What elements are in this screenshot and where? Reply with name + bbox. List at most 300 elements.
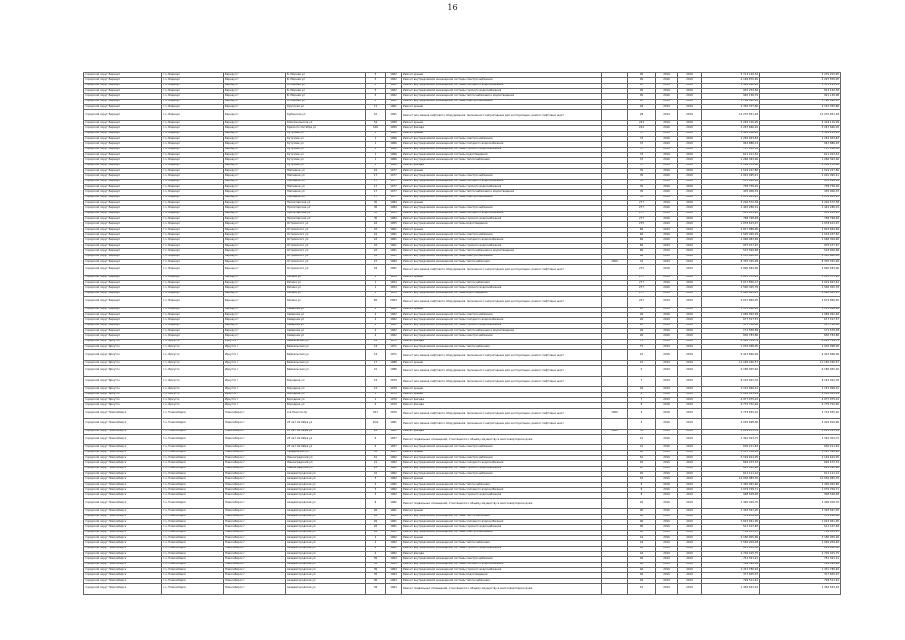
cell-year-built: 1971 [386,339,402,344]
cell-work-type: Ремонт внутридомовой инженерной системы электроснабжения [402,195,602,200]
cell-plan-start: 2019 [656,366,678,377]
cell-year-built: 1977 [386,169,402,174]
cell-area [602,584,628,595]
cell-year-built: 1962 [386,461,402,466]
cell-municipality: городской округ Барнаул [84,275,162,280]
table-row [84,434,841,445]
cell-cost: 975 477,97 [702,243,760,248]
cell-street: Б. Мирная ул [286,89,366,94]
cell-year-built: 1962 [386,94,402,99]
cell-municipality: городской округ Барнаул [84,318,162,323]
cell-apartments: 35 [628,185,656,190]
cell-work-type: Ремонт внутридомовой инженерной системы электроснабжения [402,334,602,339]
cell-street: Ленинградский ул [286,456,366,461]
cell-apartments: 95 [628,83,656,88]
cell-work-type: Ремонт крыши [402,387,602,392]
cell-plan-end: 2019 [678,339,702,344]
cell-locality: Новосибирск г [224,536,286,541]
cell-plan-start: 2019 [656,83,678,88]
cell-municipality: городской округ Барнаул [84,297,162,308]
cell-year-built: 1988 [386,360,402,365]
cell-locality: Барнаул г [224,163,286,168]
cell-municipality: городской округ Барнаул [84,110,162,121]
cell-plan-end: 2019 [678,419,702,430]
cell-work-type: Ремонт внутридомовой инженерной системы холодного водоснабжения [402,562,602,567]
repair-program-table [83,72,841,595]
cell-street: Кутузова ул [286,147,366,152]
cell-plan-start: 2019 [656,259,678,264]
cell-year-built: 1962 [386,552,402,557]
cell-municipality: городской округ Иркутск [84,376,162,387]
cell-house-number: 1 [366,152,386,157]
cell-municipality: городской округ Барнаул [84,265,162,276]
cell-plan-start: 2019 [656,318,678,323]
cell-settlement: г.о. Новосибирск [162,461,224,466]
cell-house-number: 26 [366,520,386,525]
cell-street: Папанина ул [286,190,366,195]
cell-cost-total: 171 578,38 [760,328,841,333]
cell-year-built: 1961 [386,227,402,232]
cell-street: Островского ул [286,249,366,254]
cell-house-number: 1 [366,392,386,397]
cell-cost: 435 006,33 [702,190,760,195]
cell-house-number: 5 [366,89,386,94]
cell-work-type: Ремонт внутридомовой инженерной системы горячего водоснабжения [402,243,602,248]
cell-settlement: г.о. Барнаул [162,312,224,317]
cell-plan-end: 2019 [678,472,702,477]
cell-municipality: городской округ Новосибирск [84,530,162,535]
cell-work-type: Ремонт внутридомовой инженерной системы горячего водоснабжения [402,147,602,152]
cell-apartments: 45 [628,461,656,466]
cell-cost-total: 5 418 115,09 [760,120,841,125]
cell-locality: Новосибирск г [224,445,286,450]
cell-house-number: 1 [366,286,386,291]
cell-cost-total: 2 168 134,86 [760,163,841,168]
cell-settlement: г.о. Барнаул [162,83,224,88]
cell-cost-total: 1 500 305,78 [760,286,841,291]
cell-municipality: городской округ Новосибирск [84,466,162,471]
cell-settlement: г.о. Барнаул [162,291,224,296]
cell-house-number: 14 [366,350,386,361]
cell-plan-end: 2019 [678,578,702,583]
cell-plan-end: 2019 [678,163,702,168]
cell-plan-end: 2019 [678,73,702,78]
cell-house-number: 30 [366,201,386,206]
cell-work-type: Ремонт внутридомовой инженерной системы теплоснабжения и водоотведения [402,328,602,333]
cell-apartments: 46 [628,578,656,583]
cell-house-number: 17 [366,190,386,195]
cell-cost-total: 1 546 209,48 [760,541,841,546]
cell-work-type: Ремонт внутридомовой инженерной системы водоотведения [402,152,602,157]
cell-street: Академгородская ул [286,573,366,578]
cell-plan-start: 2016 [656,573,678,578]
cell-settlement: г.о. Барнаул [162,73,224,78]
cell-cost-total: 3 180 005,06 [760,536,841,541]
cell-cost: 6 180 925,92 [702,366,760,377]
cell-house-number: 29 [366,265,386,276]
cell-year-built: 1961 [386,238,402,243]
cell-work-type: Ремонт фасада [402,163,602,168]
cell-plan-start: 2019 [656,297,678,308]
cell-year-built: 1957 [386,434,402,445]
cell-settlement: г.о. Барнаул [162,136,224,141]
cell-work-type: Ремонт внутридомовой инженерной системы электроснабжения [402,78,602,83]
cell-apartments: 275 [628,265,656,276]
cell-locality: Новосибирск г [224,573,286,578]
cell-settlement: г.о. Новосибирск [162,488,224,493]
cell-cost-total: 611 203,52 [760,152,841,157]
cell-cost: 830 783,86 [702,334,760,339]
cell-locality: Новосибирск г [224,408,286,419]
cell-year-built: 1964 [386,573,402,578]
cell-year-built: 1986 [386,366,402,377]
cell-work-type: Ремонт внутридомовой инженерной системы электроснабжения [402,254,602,259]
cell-apartments: 277 [628,286,656,291]
cell-apartments: 35 [628,190,656,195]
cell-year-built: 1962 [386,456,402,461]
cell-street: Академгородская ул [286,498,366,509]
cell-municipality: городской округ Барнаул [84,89,162,94]
cell-plan-end: 2019 [678,131,702,136]
cell-street: Северная ул [286,312,366,317]
cell-locality: Барнаул г [224,131,286,136]
cell-plan-end: 2019 [678,99,702,104]
cell-street: Байкальская ул [286,360,366,365]
cell-house-number: 36 [366,573,386,578]
cell-cost-total: 6 180 925,92 [760,366,841,377]
cell-plan-start: 2016 [656,265,678,276]
cell-year-built: 1954 [386,291,402,296]
cell-municipality: городской округ Барнаул [84,233,162,238]
cell-settlement: г.о. Новосибирск [162,456,224,461]
cell-locality: Новосибирск г [224,434,286,445]
cell-settlement: г.о. Новосибирск [162,530,224,535]
cell-street: Северная ул [286,323,366,328]
cell-house-number: 16 [366,222,386,227]
cell-locality: Барнаул г [224,78,286,83]
cell-settlement: г.о. Новосибирск [162,568,224,573]
cell-year-built: 1984 [386,206,402,211]
cell-house-number: 16 [366,238,386,243]
cell-plan-end: 2019 [678,174,702,179]
cell-settlement: г.о. Барнаул [162,265,224,276]
cell-year-built: 1964 [386,578,402,583]
cell-year-built: 1991 [386,265,402,276]
cell-municipality: городской округ Барнаул [84,158,162,163]
cell-plan-start: 2016 [656,158,678,163]
cell-cost: 1 076 098,05 [702,344,760,349]
cell-apartments: 277 [628,206,656,211]
cell-street: Байкальская ул [286,344,366,349]
cell-house-number: 16 [366,249,386,254]
cell-settlement: г.о. Барнаул [162,105,224,110]
cell-settlement: г.о. Барнаул [162,78,224,83]
cell-plan-start: 2019 [656,387,678,392]
cell-house-number: 3 [366,488,386,493]
cell-cost-total: 1 456 633,03 [760,584,841,595]
cell-apartments: 224 [628,126,656,131]
cell-cost-total: 1 089 092,48 [760,312,841,317]
cell-apartments: 26 [628,334,656,339]
cell-year-built: 1954 [386,275,402,280]
cell-work-type: Ремонт или замена лифтового оборудования, признанного непригодным для эксплуатации, ремонт лифтовых шахт [402,366,602,377]
cell-cost-total: 1 252 023,63 [760,136,841,141]
cell-locality: Барнаул г [224,281,286,286]
cell-work-type: Ремонт или замена лифтового оборудования, признанного непригодным для эксплуатации, ремонт лифтовых шахт [402,350,602,361]
cell-settlement: г.о. Барнаул [162,179,224,184]
cell-house-number: 16 [366,233,386,238]
cell-municipality: городской округ Новосибирск [84,546,162,551]
cell-house-number: 17 [366,179,386,184]
cell-plan-start: 2016 [656,185,678,190]
cell-municipality: городской округ Новосибирск [84,536,162,541]
cell-locality: Новосибирск г [224,488,286,493]
cell-municipality: городской округ Барнаул [84,217,162,222]
cell-plan-start: 2016 [656,238,678,243]
cell-work-type: Ремонт внутридомовой инженерной системы электроснабжения [402,557,602,562]
table-row [84,366,841,377]
cell-settlement: г.о. Барнаул [162,286,224,291]
cell-plan-start: 2019 [656,110,678,121]
cell-cost: 6 423 866,09 [702,350,760,361]
cell-municipality: городской округ Новосибирск [84,434,162,445]
cell-settlement: г.о. Барнаул [162,307,224,312]
cell-settlement: г.о. Барнаул [162,163,224,168]
cell-work-type: Ремонт фасада [402,126,602,131]
cell-plan-start: 2016 [656,312,678,317]
cell-work-type: Ремонт внутридомовой инженерной системы горячего водоснабжения [402,89,602,94]
cell-year-built: 1966 [386,152,402,157]
cell-settlement: г.о. Иркутск [162,376,224,387]
cell-cost-total: 389 590,09 [760,562,841,567]
cell-house-number: 26 [366,509,386,514]
cell-work-type: Ремонт крыши [402,73,602,78]
cell-plan-end: 2019 [678,238,702,243]
cell-apartments: 277 [628,275,656,280]
cell-cost-total: 2 297 876,05 [760,78,841,83]
cell-house-number: 21 [366,366,386,377]
cell-municipality: городской округ Барнаул [84,286,162,291]
cell-plan-end: 2019 [678,195,702,200]
cell-cost: 515 599,68 [702,249,760,254]
cell-plan-start: 2016 [656,217,678,222]
cell-cost-total: 3 733 835,20 [760,408,841,419]
cell-cost-total: 1 362 211,61 [760,131,841,136]
cell-street: 25 лет Октября ул [286,434,366,445]
cell-street: Островского ул [286,265,366,276]
cell-cost-total: 921 136,98 [760,94,841,99]
cell-year-built: 1962 [386,307,402,312]
cell-cost-total: 3 226 572,38 [760,201,841,206]
cell-street: Папанина ул [286,185,366,190]
cell-cost: 768 768,48 [702,217,760,222]
cell-work-type: Ремонт внутридомовой инженерной системы электроснабжения [402,136,602,141]
table-row [84,350,841,361]
cell-cost-total: 5 276 203,95 [760,73,841,78]
cell-house-number: 1 [366,281,386,286]
cell-cost-total: 767 160,54 [760,147,841,152]
cell-street: Пролетарская ул [286,206,366,211]
cell-municipality: городской округ Иркутск [84,387,162,392]
cell-apartments: 90 [628,514,656,519]
cell-street: Байкальская ул [286,339,366,344]
cell-house-number: 5 [366,83,386,88]
cell-municipality: городской округ Новосибирск [84,552,162,557]
cell-street: Островского ул [286,238,366,243]
cell-settlement: г.о. Новосибирск [162,408,224,419]
cell-locality: Иркутск г [224,392,286,397]
cell-work-type: Ремонт внутридомовой инженерной системы теплоснабжения [402,158,602,163]
cell-cost-total: 1 490 209,76 [760,498,841,509]
cell-cost-total: 738 758,26 [760,185,841,190]
cell-year-built: 1962 [386,541,402,546]
cell-cost: 2 817 986,96 [702,227,760,232]
cell-cost-total: 975 477,97 [760,243,841,248]
cell-plan-end: 2019 [678,541,702,546]
cell-work-type: Ремонт крыши [402,275,602,280]
cell-street: 25 лет Октября ул [286,445,366,450]
cell-street: 2-й Юности пр [286,408,366,419]
cell-apartments: 66 [628,254,656,259]
cell-plan-end: 2019 [678,429,702,434]
cell-municipality: городской округ Иркутск [84,397,162,402]
cell-settlement: г.о. Новосибирск [162,482,224,487]
cell-work-type: Ремонт фасада [402,403,602,408]
cell-cost: 1 361 303,75 [702,434,760,445]
cell-plan-start: 2016 [656,169,678,174]
cell-year-built: 1964 [386,557,402,562]
cell-street: Папанина ул [286,169,366,174]
cell-locality: Барнаул г [224,233,286,238]
cell-plan-start: 2016 [656,174,678,179]
cell-street: Красного Октября ул [286,126,366,131]
cell-work-type: Ремонт внутридомовой инженерной системы холодного водоснабжения [402,520,602,525]
cell-year-built: 1991 [386,110,402,121]
cell-year-built: 1962 [386,334,402,339]
cell-apartments: 37 [628,136,656,141]
cell-cost: 1 076 003,05 [702,195,760,200]
cell-year-built: 1961 [386,243,402,248]
cell-settlement: г.о. Барнаул [162,227,224,232]
cell-area [602,498,628,509]
cell-work-type: Ремонт подвальных помещений, относящихся к общему имуществу в многоквартирном доме [402,434,602,445]
cell-plan-end: 2019 [678,403,702,408]
cell-house-number: 26 [366,514,386,519]
cell-street: Академгородская ул [286,530,366,535]
cell-street: Репина ул [286,281,366,286]
cell-locality: Барнаул г [224,152,286,157]
cell-street: Северная ул [286,328,366,333]
cell-work-type: Ремонт внутридомовой инженерной системы теплоснабжения [402,281,602,286]
cell-settlement: г.о. Иркутск [162,387,224,392]
cell-settlement: г.о. Барнаул [162,297,224,308]
cell-house-number: 8 [366,498,386,509]
cell-settlement: г.о. Иркутск [162,397,224,402]
cell-locality: Барнаул г [224,110,286,121]
cell-area [602,297,628,308]
cell-plan-end: 2019 [678,147,702,152]
cell-cost: 3 733 835,20 [702,408,760,419]
cell-apartments: 95 [628,94,656,99]
cell-cost: 2 149 624,05 [702,456,760,461]
cell-apartments: 35 [628,169,656,174]
cell-settlement: г.о. Барнаул [162,318,224,323]
cell-plan-start: 2016 [656,488,678,493]
cell-settlement: г.о. Барнаул [162,99,224,104]
cell-municipality: городской округ Барнаул [84,174,162,179]
cell-cost-total: 2 960 861,25 [760,291,841,296]
cell-apartments: 46 [628,562,656,567]
cell-plan-start: 2016 [656,408,678,419]
cell-plan-start: 2019 [656,243,678,248]
cell-cost: 1 456 633,03 [702,584,760,595]
cell-year-built: 1962 [386,99,402,104]
cell-settlement: г.о. Барнаул [162,174,224,179]
cell-year-built: 1964 [386,562,402,567]
cell-plan-end: 2019 [678,493,702,498]
cell-locality: Барнаул г [224,99,286,104]
cell-cost: 1 079 709,71 [702,488,760,493]
cell-street: Академгородская ул [286,488,366,493]
cell-plan-end: 2019 [678,488,702,493]
cell-settlement: г.о. Новосибирск [162,445,224,450]
cell-plan-end: 2019 [678,318,702,323]
cell-cost-total: 1 456 063,66 [760,482,841,487]
cell-plan-end: 2019 [678,222,702,227]
cell-plan-end: 2019 [678,344,702,349]
cell-cost-total: 1 503 037,50 [760,233,841,238]
cell-cost-total: 1 079 709,71 [760,488,841,493]
cell-house-number: 22 [366,466,386,471]
cell-apartments: 26 [628,312,656,317]
cell-street: Академгородская ул [286,536,366,541]
cell-plan-end: 2019 [678,281,702,286]
cell-cost-total: 636 211,63 [760,445,841,450]
cell-municipality: городской округ Барнаул [84,211,162,216]
cell-cost-total: 1 076 098,05 [760,344,841,349]
cell-settlement: г.о. Барнаул [162,334,224,339]
cell-year-built: 1962 [386,482,402,487]
cell-cost-total: 3 267 666,02 [760,126,841,131]
cell-street: Академгородская ул [286,552,366,557]
cell-cost-total: 437 768,08 [760,323,841,328]
cell-street: Репина ул [286,291,366,296]
cell-house-number: 2 [366,318,386,323]
cell-locality: Барнаул г [224,83,286,88]
cell-cost: 1 456 063,66 [702,482,760,487]
cell-cost-total: 1 078 613,07 [760,222,841,227]
cell-cost: 511 107,48 [702,525,760,530]
cell-house-number: 201 [366,408,386,419]
cell-settlement: г.о. Новосибирск [162,514,224,519]
cell-locality: Новосибирск г [224,541,286,546]
cell-cost: 826 473,33 [702,461,760,466]
cell-year-built: 1962 [386,472,402,477]
cell-street: Папанина ул [286,179,366,184]
cell-apartments: 10 [628,360,656,365]
cell-plan-end: 2019 [678,89,702,94]
cell-street: Островского ул [286,233,366,238]
cell-plan-start: 2019 [656,99,678,104]
cell-year-built: 1964 [386,584,402,595]
cell-work-type: Ремонт внутридомовой инженерной системы водоотведения [402,222,602,227]
cell-plan-end: 2019 [678,392,702,397]
cell-year-built: 1984 [386,201,402,206]
cell-work-type: Ремонт внутридомовой инженерной системы электроснабжения [402,206,602,211]
cell-cost: 1 393 567,05 [702,509,760,514]
cell-settlement: г.о. Новосибирск [162,493,224,498]
cell-municipality: городской округ Новосибирск [84,429,162,434]
